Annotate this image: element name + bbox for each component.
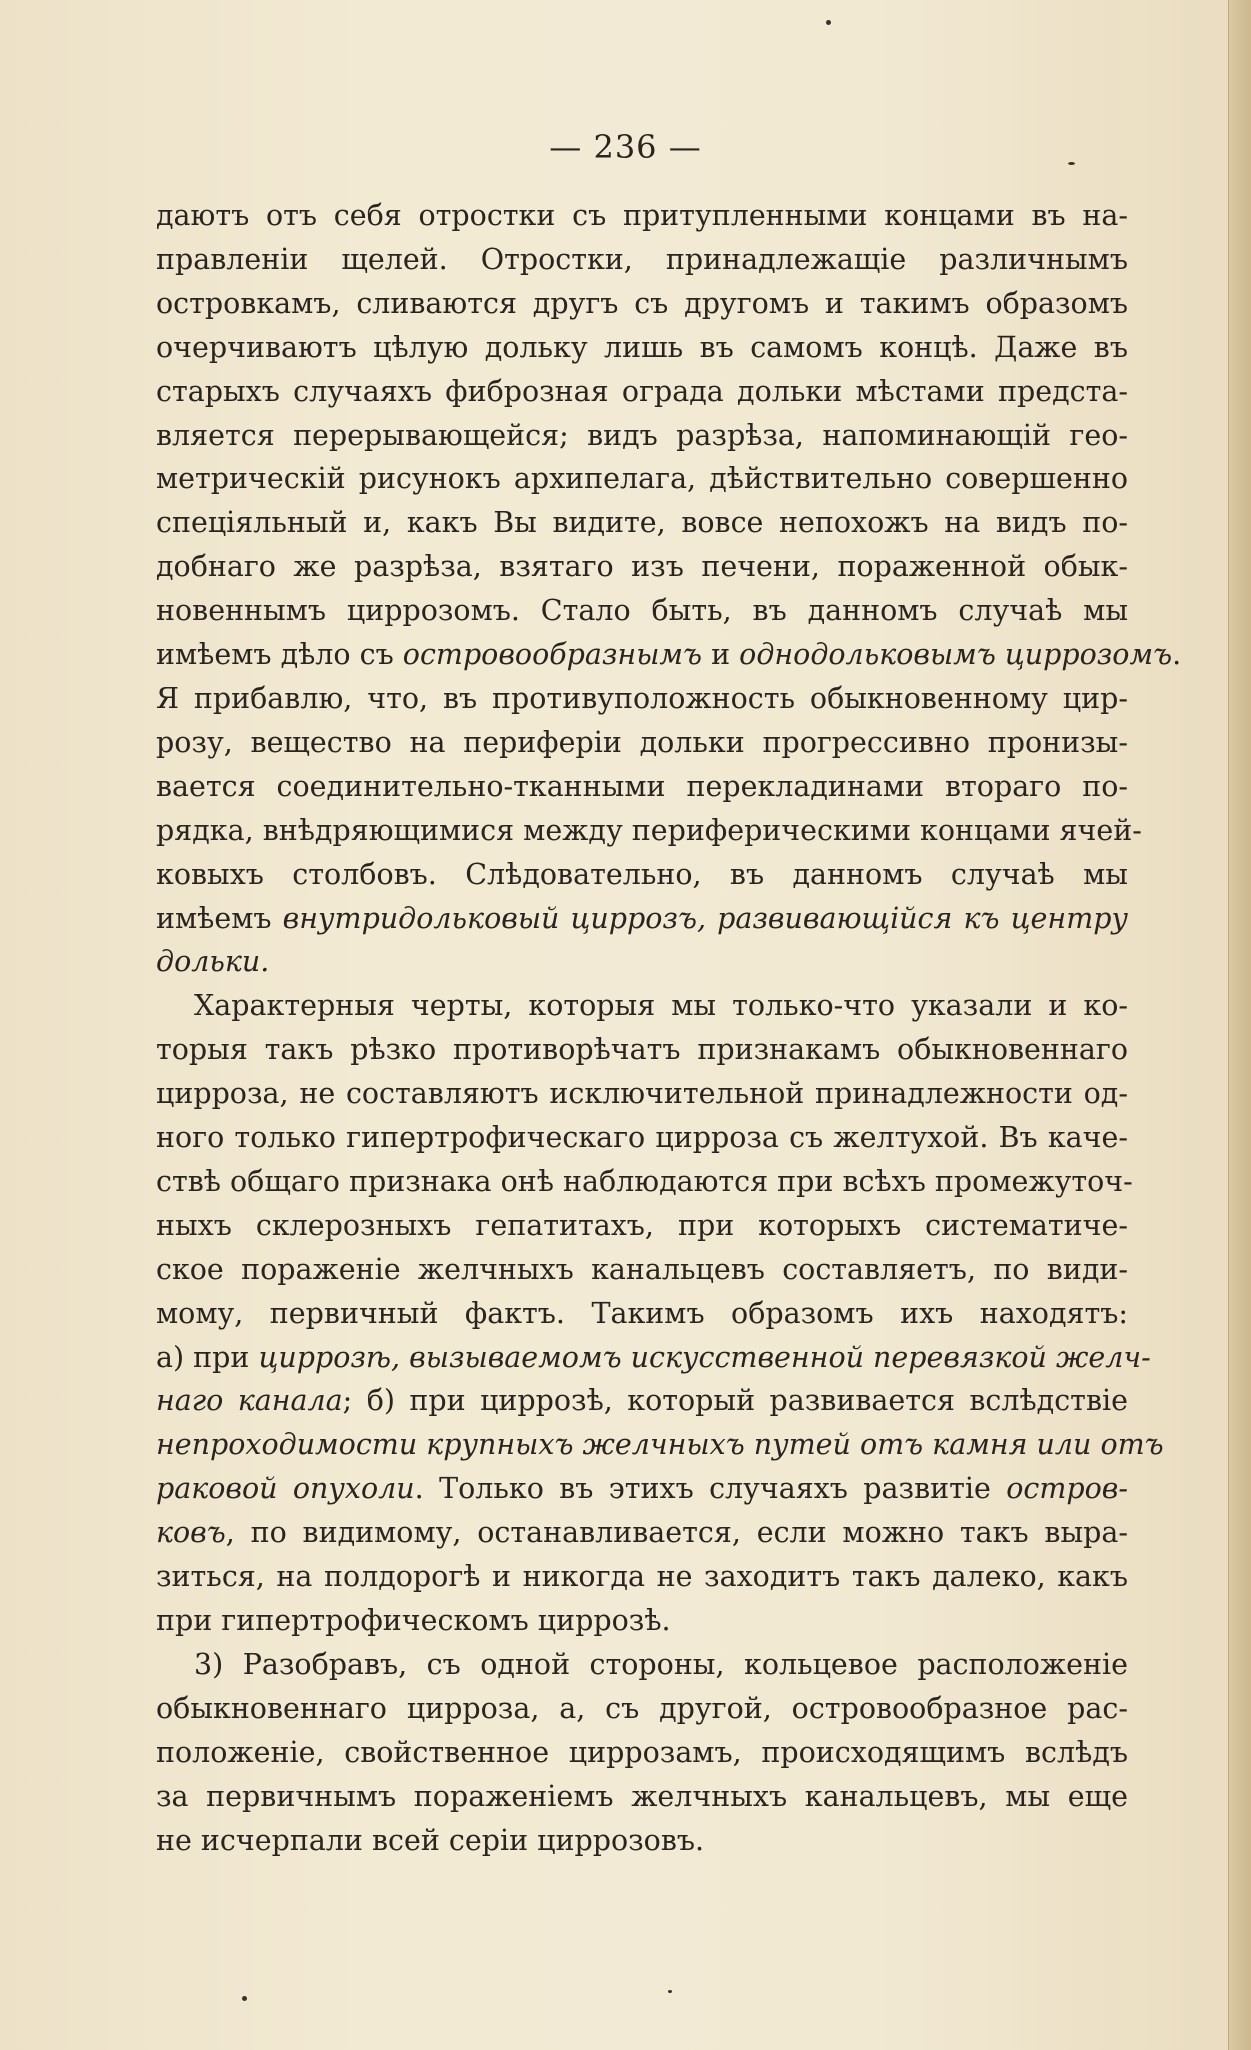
text-segment: добнаго же разрѣза, взятаго изъ печени, пораженной обык- <box>156 550 1128 584</box>
text-line <box>156 589 1128 633</box>
text-segment: вляется перерывающейся; видъ разрѣза, напоминающій гео- <box>156 418 1128 452</box>
text-line <box>156 1555 1128 1599</box>
text-segment: розу, вещество на периферіи дольки прогрессивно пронизы- <box>156 725 1128 759</box>
text-line <box>156 1336 1151 1380</box>
text-segment: . Только въ этихъ случаяхъ развитіе <box>414 1472 1007 1506</box>
text-segment: . <box>1172 638 1182 672</box>
text-line <box>156 1423 1164 1467</box>
text-line <box>156 765 1128 809</box>
text-segment: правленіи щелей. Отростки, принадлежащіе различнымъ <box>156 242 1128 276</box>
text-line <box>156 677 1128 721</box>
italic-text: островообразнымъ <box>402 638 703 672</box>
text-line <box>156 1643 1128 1687</box>
text-segment: ; б) при циррозѣ, который развивается вслѣдствіе <box>342 1384 1128 1418</box>
text-segment: ковыхъ столбовъ. Слѣдовательно, въ данномъ случаѣ мы <box>156 857 1128 891</box>
text-segment: вается соединительно-тканными перекладинами втораго по- <box>156 769 1128 803</box>
text-line <box>156 1687 1128 1731</box>
paper-speck <box>826 20 831 25</box>
italic-text: однодольковымъ циррозомъ <box>739 638 1173 672</box>
text-segment: старыхъ случаяхъ фиброзная ограда дольки мѣстами предста- <box>156 374 1128 408</box>
italic-text: остров- <box>1006 1472 1128 1506</box>
italic-text: раковой опухоли <box>156 1472 415 1506</box>
text-segment: и <box>702 638 740 672</box>
page-number: — 236 — <box>549 128 702 166</box>
text-segment: , по видимому, останавливается, если можно такъ выра- <box>225 1516 1128 1550</box>
text-segment: очерчиваютъ цѣлую дольку лишь въ самомъ концѣ. Даже въ <box>156 330 1128 364</box>
text-line <box>156 370 1128 414</box>
text-line <box>156 1248 1128 1292</box>
text-segment: за первичнымъ пораженіемъ желчныхъ канальцевъ, мы еще <box>156 1779 1128 1813</box>
text-line <box>156 414 1128 458</box>
text-segment: спеціяльный и, какъ Вы видите, вовсе непохожъ на видъ по- <box>156 506 1128 540</box>
text-segment: положеніе, свойственное циррозамъ, происходящимъ вслѣдъ <box>156 1735 1128 1769</box>
text-line <box>156 1072 1128 1116</box>
text-segment: островкамъ, сливаются другъ съ другомъ и такимъ образомъ <box>156 286 1128 320</box>
text-line <box>156 633 1182 677</box>
text-segment: 3) Разобравъ, съ одной стороны, кольцевое расположеніе <box>194 1647 1128 1681</box>
italic-text: дольки. <box>156 945 270 979</box>
text-segment: ское пораженіе желчныхъ канальцевъ составляетъ, по види- <box>156 1252 1128 1286</box>
paper-speck <box>1068 162 1075 165</box>
text-segment: Характерныя черты, которыя мы только-что указали и ко- <box>194 989 1128 1023</box>
text-segment: даютъ отъ себя отростки съ притупленными концами въ на- <box>156 199 1128 232</box>
text-line <box>156 1511 1128 1555</box>
text-segment: мому, первичный фактъ. Такимъ образомъ ихъ находятъ: <box>156 1296 1128 1330</box>
text-line <box>156 1028 1128 1072</box>
text-segment: Я прибавлю, что, въ противуположность обыкновенному цир- <box>156 681 1128 715</box>
paper-speck <box>242 1996 247 2001</box>
text-line <box>156 853 1128 897</box>
italic-text: внутридольковый циррозъ, развивающійся къ центру <box>282 901 1128 935</box>
text-line <box>156 545 1128 589</box>
text-line <box>156 1292 1128 1336</box>
text-line <box>156 940 1128 984</box>
text-segment: цирроза, не составляютъ исключительной принадлежности од- <box>156 1077 1128 1111</box>
text-segment: имѣемъ <box>156 901 283 935</box>
text-segment: зиться, на полдорогѣ и никогда не заходитъ такъ далеко, какъ <box>156 1560 1128 1594</box>
text-line <box>156 1379 1128 1423</box>
text-line <box>156 326 1128 370</box>
text-line <box>156 1116 1128 1160</box>
text-segment: ного только гипертрофическаго цирроза съ желтухой. Въ каче- <box>156 1121 1128 1155</box>
text-line <box>156 282 1128 326</box>
text-line <box>156 1599 1128 1643</box>
text-segment: а) при <box>156 1340 259 1374</box>
text-line <box>156 1160 1133 1204</box>
text-line <box>156 1775 1128 1819</box>
italic-text: непроходимости крупныхъ желчныхъ путей отъ камня или отъ <box>156 1428 1164 1462</box>
text-line <box>156 1467 1128 1511</box>
text-line <box>156 501 1128 545</box>
text-segment: новеннымъ циррозомъ. Стало быть, въ данномъ случаѣ мы <box>156 594 1128 628</box>
italic-text: циррозѣ, вызываемомъ искусственной перевязкой желч- <box>258 1340 1151 1374</box>
text-line <box>156 984 1128 1028</box>
text-line <box>156 457 1128 501</box>
text-segment: ствѣ общаго признака онѣ наблюдаются при всѣхъ промежуточ- <box>156 1164 1133 1198</box>
text-line <box>156 721 1128 765</box>
text-segment: ныхъ склерозныхъ гепатитахъ, при которыхъ систематиче- <box>156 1208 1128 1242</box>
text-segment: обыкновеннаго цирроза, а, съ другой, островообразное рас- <box>156 1691 1128 1725</box>
text-line <box>156 238 1128 282</box>
text-segment: метрическій рисунокъ архипелага, дѣйствительно совершенно <box>156 462 1128 496</box>
text-line <box>156 809 1142 853</box>
text-line <box>156 897 1128 941</box>
text-segment: торыя такъ рѣзко противорѣчатъ признакамъ обыкновеннаго <box>156 1033 1128 1067</box>
page-spine-edge <box>1228 0 1251 2050</box>
italic-text: ковъ <box>156 1516 226 1550</box>
text-segment: при гипертрофическомъ циррозѣ. <box>156 1604 671 1637</box>
text-line <box>156 1731 1128 1775</box>
italic-text: наго канала <box>156 1384 343 1418</box>
text-segment: не исчерпали всей серіи циррозовъ. <box>156 1823 705 1857</box>
text-line <box>156 194 1128 238</box>
text-segment: рядка, внѣдряющимися между периферическими концами ячей- <box>156 813 1142 847</box>
paper-speck <box>668 1990 672 1993</box>
text-line <box>156 1204 1128 1248</box>
text-line <box>156 1819 1128 1863</box>
text-segment: имѣемъ дѣло съ <box>156 638 403 672</box>
body-text <box>156 194 1182 1862</box>
